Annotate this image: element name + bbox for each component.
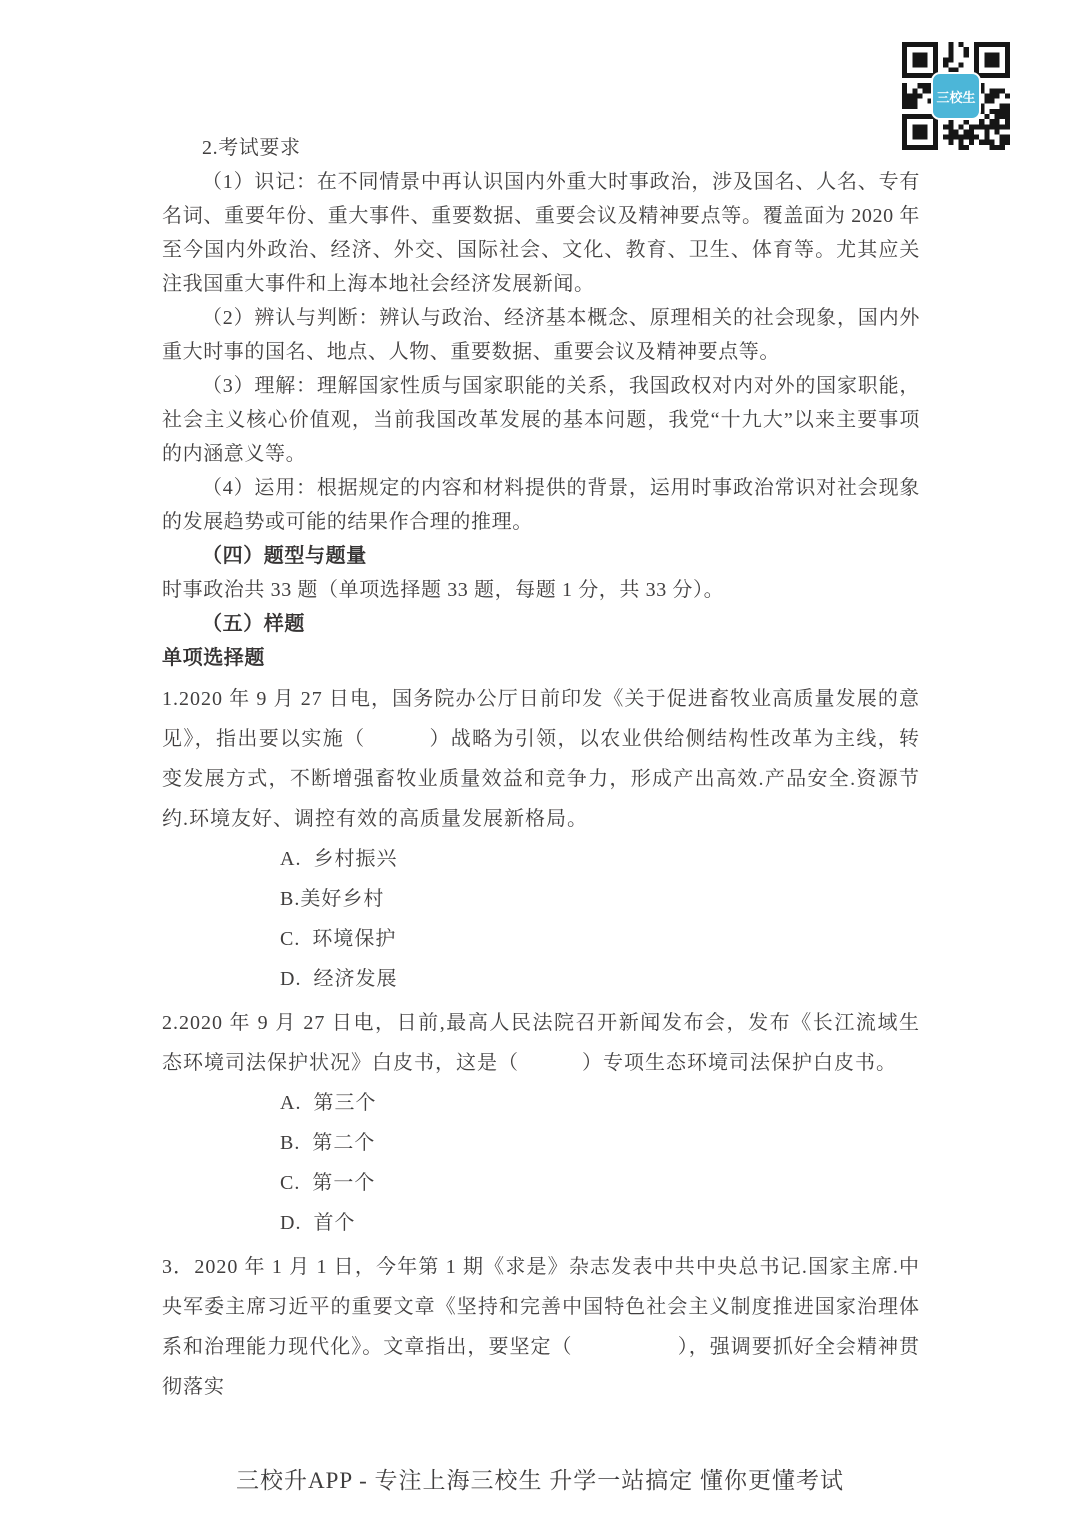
answer-option-b: B. 第二个 xyxy=(280,1132,376,1154)
question-count-line: 时事政治共 33 题（单项选择题 33 题，每题 1 分，共 33 分）。 xyxy=(162,579,725,601)
answer-option-c: C. 第一个 xyxy=(280,1172,376,1194)
sample-question-1 xyxy=(162,679,920,999)
requirement-paragraph-1: （1）识记：在不同情景中再认识国内外重大时事政治，涉及国名、人名、专有名词、重要年份、重大事件、重要数据、重要会议及精神要点等。覆盖面为 2020 年至今国内外政治、经济、外交、国际社会、文化、教育、卫生、体育等。尤其应关注我国重大事件和上海本地社会经济发展新闻。 xyxy=(162,171,920,295)
qr-center-logo xyxy=(933,74,979,118)
exam-requirements-heading: 2.考试要求 xyxy=(202,137,301,159)
requirement-paragraph-3: （3）理解：理解国家性质与国家职能的关系，我国政权对内对外的国家职能，社会主义核心价值观，当前我国改革发展的基本问题，我党“十九大”以来主要事项的内涵意义等。 xyxy=(162,375,920,465)
question-stem: 3．2020 年 1 月 1 日，今年第 1 期《求是》杂志发表中共中央总书记.国家主席.中央军委主席习近平的重要文章《坚持和完善中国特色社会主义制度推进国家治理体系和治理能力现代化》。文章指出，要坚定（ ），强调要抓好全会精神贯彻落实 xyxy=(162,1256,920,1398)
document-body xyxy=(162,131,920,1407)
sample-question-2 xyxy=(162,1003,920,1243)
answer-option-d: D. 首个 xyxy=(280,1212,356,1234)
question-stem: 2.2020 年 9 月 27 日电，日前,最高人民法院召开新闻发布会，发布《长江流域生态环境司法保护状况》白皮书，这是（ ）专项生态环境司法保护白皮书。 xyxy=(162,1012,920,1074)
question-format-heading: 单项选择题 xyxy=(162,647,265,669)
samples-heading: （五）样题 xyxy=(202,613,305,635)
qr-center-logo-label: 三校生 xyxy=(936,89,976,105)
sample-question-3 xyxy=(162,1247,920,1407)
answer-option-a: A. 第三个 xyxy=(280,1092,377,1114)
answer-option-a: A. 乡村振兴 xyxy=(280,848,398,870)
requirement-paragraph-4: （4）运用：根据规定的内容和材料提供的背景，运用时事政治常识对社会现象的发展趋势或可能的结果作合理的推理。 xyxy=(162,477,920,533)
answer-option-d: D. 经济发展 xyxy=(280,968,398,990)
answer-option-b: B.美好乡村 xyxy=(280,888,385,910)
answer-option-c: C. 环境保护 xyxy=(280,928,397,950)
page-footer: 三校升APP - 专注上海三校生 升学一站搞定 懂你更懂考试 xyxy=(236,1468,844,1493)
question-types-heading: （四）题型与题量 xyxy=(202,545,367,567)
requirement-paragraph-2: （2）辨认与判断：辨认与政治、经济基本概念、原理相关的社会现象，国内外重大时事的国名、地点、人物、重要数据、重要会议及精神要点等。 xyxy=(162,307,920,363)
question-stem: 1.2020 年 9 月 27 日电，国务院办公厅日前印发《关于促进畜牧业高质量发展的意见》，指出要以实施（ ）战略为引领，以农业供给侧结构性改革为主线，转变发展方式，不断增强畜牧业质量效益和竞争力，形成产出高效.产品安全.资源节约.环境友好、调控有效的高质量发展新格局。 xyxy=(162,688,920,830)
